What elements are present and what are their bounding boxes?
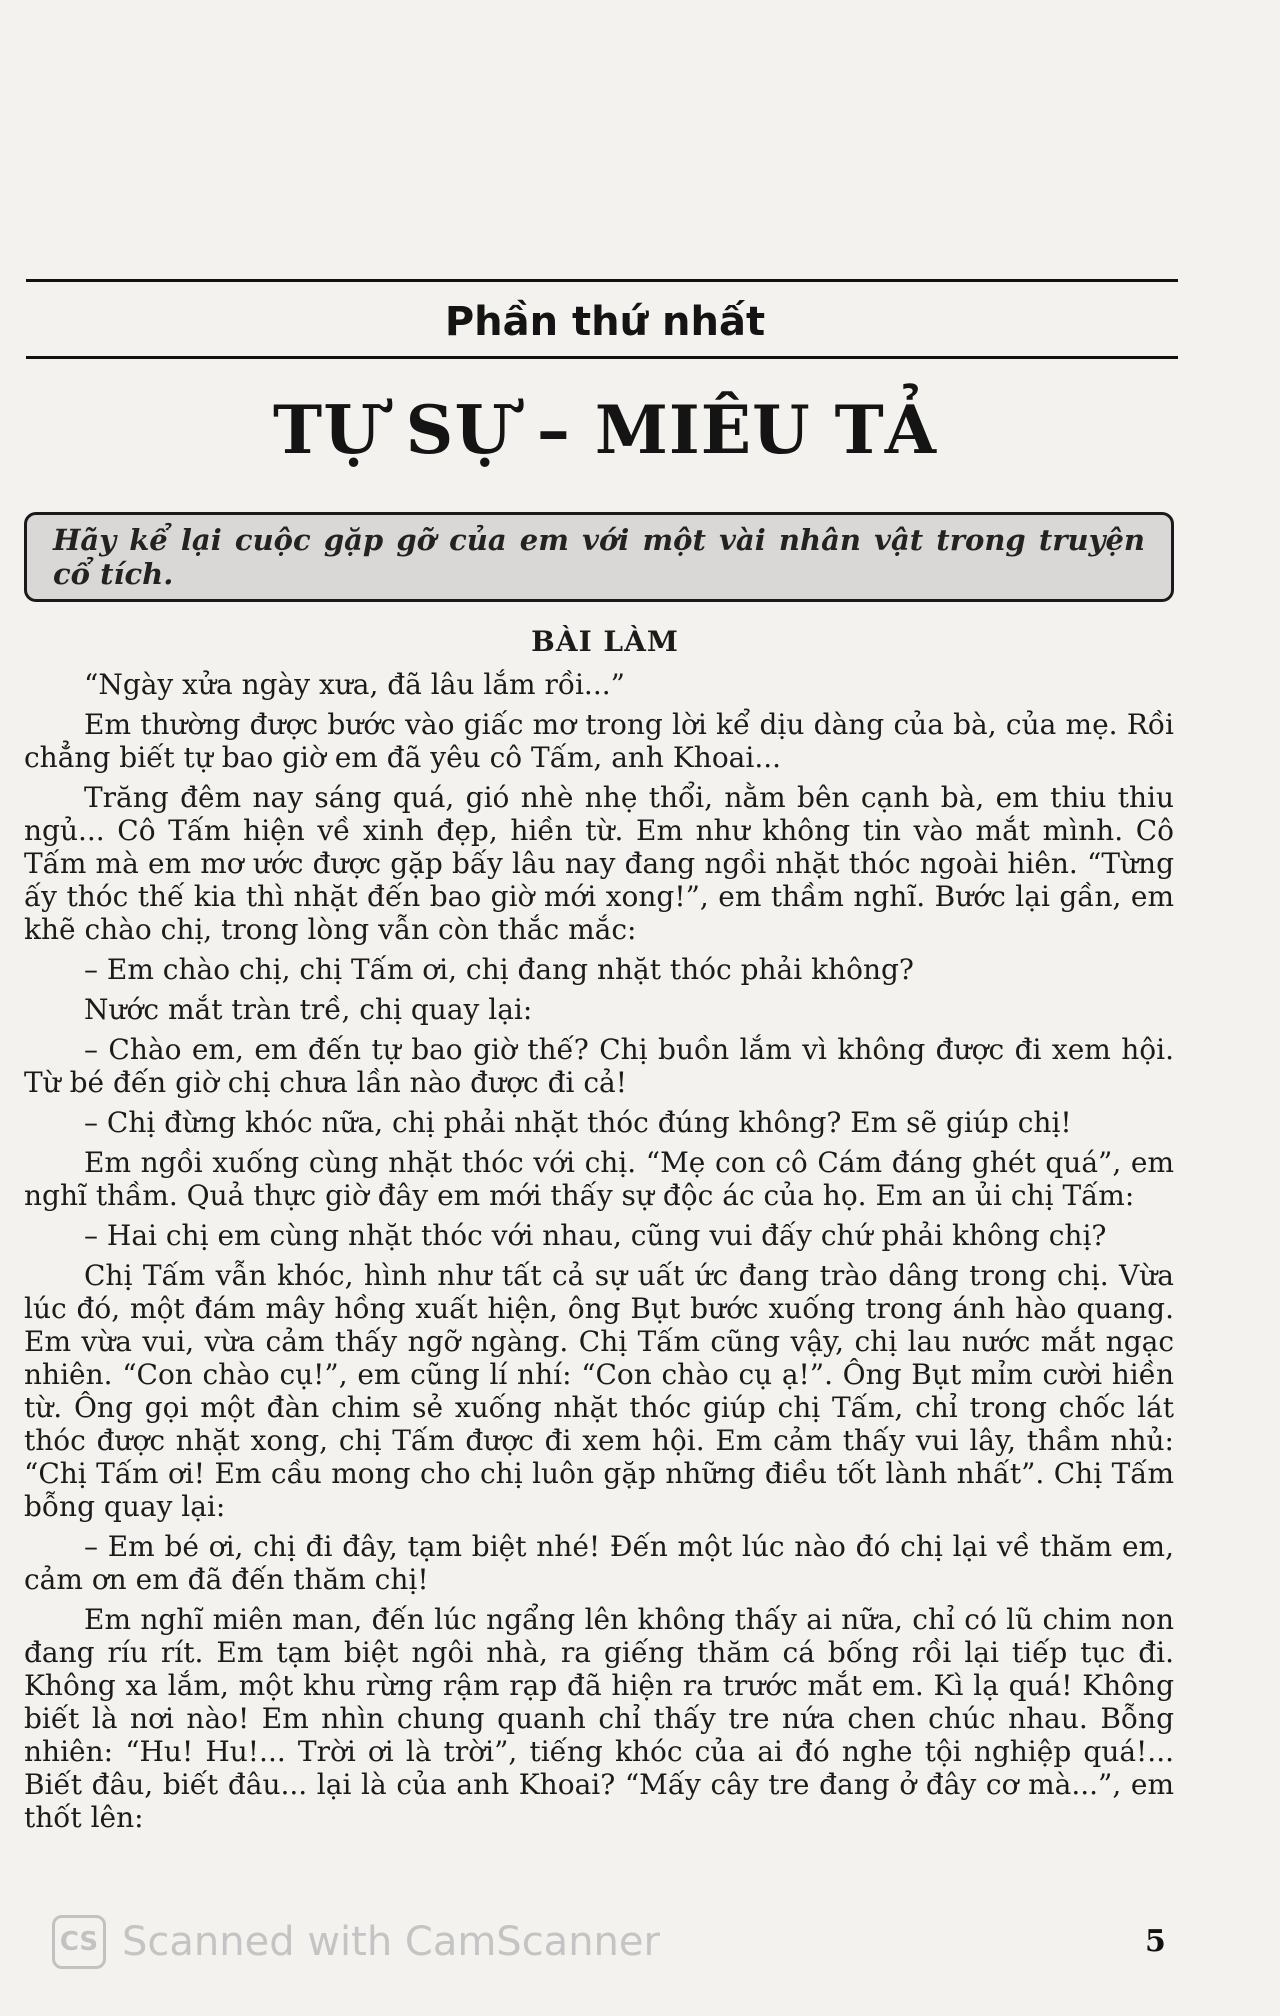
essay-paragraph: Trăng đêm nay sáng quá, gió nhè nhẹ thổi, nằm bên cạnh bà, em thiu thiu ngủ... Cô Tấm hiện về xinh đẹp, hiền từ. Em như không tin vào mắt mình. Cô Tấm mà em mơ ước được gặp bấy lâu nay đang ngồi nhặt thóc ngoài hiên. “Từng ấy thóc thế kia thì nhặt đến bao giờ mới xong!”, em thầm nghĩ. Bước lại gần, em khẽ chào chị, trong lòng vẫn còn thắc mắc: — [24, 781, 1174, 946]
essay-paragraph: – Hai chị em cùng nhặt thóc với nhau, cũng vui đấy chứ phải không chị? — [84, 1219, 1107, 1252]
essay-paragraph: – Chào em, em đến tự bao giờ thế? Chị buồn lắm vì không được đi xem hội. Từ bé đến giờ chị chưa lần nào được đi cả! — [24, 1033, 1174, 1099]
camscanner-logo-icon: CS — [52, 1915, 106, 1969]
page-number: 5 — [1145, 1924, 1166, 1959]
assignment-prompt-text: Hãy kể lại cuộc gặp gỡ của em với một vài nhân vật trong truyện cổ tích. — [53, 523, 1145, 591]
part-heading: Phần thứ nhất — [444, 299, 766, 345]
essay-paragraph: Em ngồi xuống cùng nhặt thóc với chị. “Mẹ con cô Cám đáng ghét quá”, em nghĩ thầm. Quả thực giờ đây em mới thấy sự độc ác của họ. Em an ủi chị Tấm: — [24, 1146, 1174, 1212]
essay-paragraph: – Em bé ơi, chị đi đây, tạm biệt nhé! Đến một lúc nào đó chị lại về thăm em, cảm ơn em đã đến thăm chị! — [24, 1530, 1174, 1596]
section-title: TỰ SỰ – MIÊU TẢ — [273, 391, 937, 469]
essay-paragraph: Em nghĩ miên man, đến lúc ngẩng lên không thấy ai nữa, chỉ có lũ chim non đang ríu rít. Em tạm biệt ngôi nhà, ra giếng thăm cá bống rồi lại tiếp tục đi. Không xa lắm, một khu rừng rậm rạp đã hiện ra trước mắt em. Kì lạ quá! Không biết là nơi nào! Em nhìn chung quanh chỉ thấy tre nứa chen chúc nhau. Bỗng nhiên: “Hu! Hu!... Trời ơi là trời”, tiếng khóc của ai đó nghe tội nghiệp quá!... Biết đâu, biết đâu... lại là của anh Khoai? “Mấy cây tre đang ở đây cơ mà...”, em thốt lên: — [24, 1603, 1174, 1834]
essay-paragraph: Nước mắt tràn trề, chị quay lại: — [84, 993, 533, 1026]
essay-paragraph: – Chị đừng khóc nữa, chị phải nhặt thóc đúng không? Em sẽ giúp chị! — [84, 1106, 1072, 1139]
essay-paragraph: “Ngày xửa ngày xưa, đã lâu lắm rồi...” — [84, 668, 625, 701]
top-divider-rule — [26, 279, 1178, 282]
camscanner-watermark — [52, 1912, 660, 1972]
essay-paragraph: – Em chào chị, chị Tấm ơi, chị đang nhặt thóc phải không? — [84, 953, 914, 986]
essay-heading: BÀI LÀM — [531, 625, 679, 658]
essay-body — [24, 668, 1174, 1898]
assignment-prompt-box — [24, 512, 1174, 602]
watermark-text: Scanned with CamScanner — [122, 1919, 660, 1965]
essay-paragraph: Em thường được bước vào giấc mơ trong lời kể dịu dàng của bà, của mẹ. Rồi chẳng biết tự bao giờ em đã yêu cô Tấm, anh Khoai... — [24, 708, 1174, 774]
bottom-divider-rule — [26, 356, 1178, 359]
essay-paragraph: Chị Tấm vẫn khóc, hình như tất cả sự uất ức đang trào dâng trong chị. Vừa lúc đó, một đám mây hồng xuất hiện, ông Bụt bước xuống trong ánh hào quang. Em vừa vui, vừa cảm thấy ngỡ ngàng. Chị Tấm cũng vậy, chị lau nước mắt ngạc nhiên. “Con chào cụ!”, em cũng lí nhí: “Con chào cụ ạ!”. Ông Bụt mỉm cười hiền từ. Ông gọi một đàn chim sẻ xuống nhặt thóc giúp chị Tấm, chỉ trong chốc lát thóc được nhặt xong, chị Tấm được đi xem hội. Em cảm thấy vui lây, thầm nhủ: “Chị Tấm ơi! Em cầu mong cho chị luôn gặp những điều tốt lành nhất”. Chị Tấm bỗng quay lại: — [24, 1259, 1174, 1523]
